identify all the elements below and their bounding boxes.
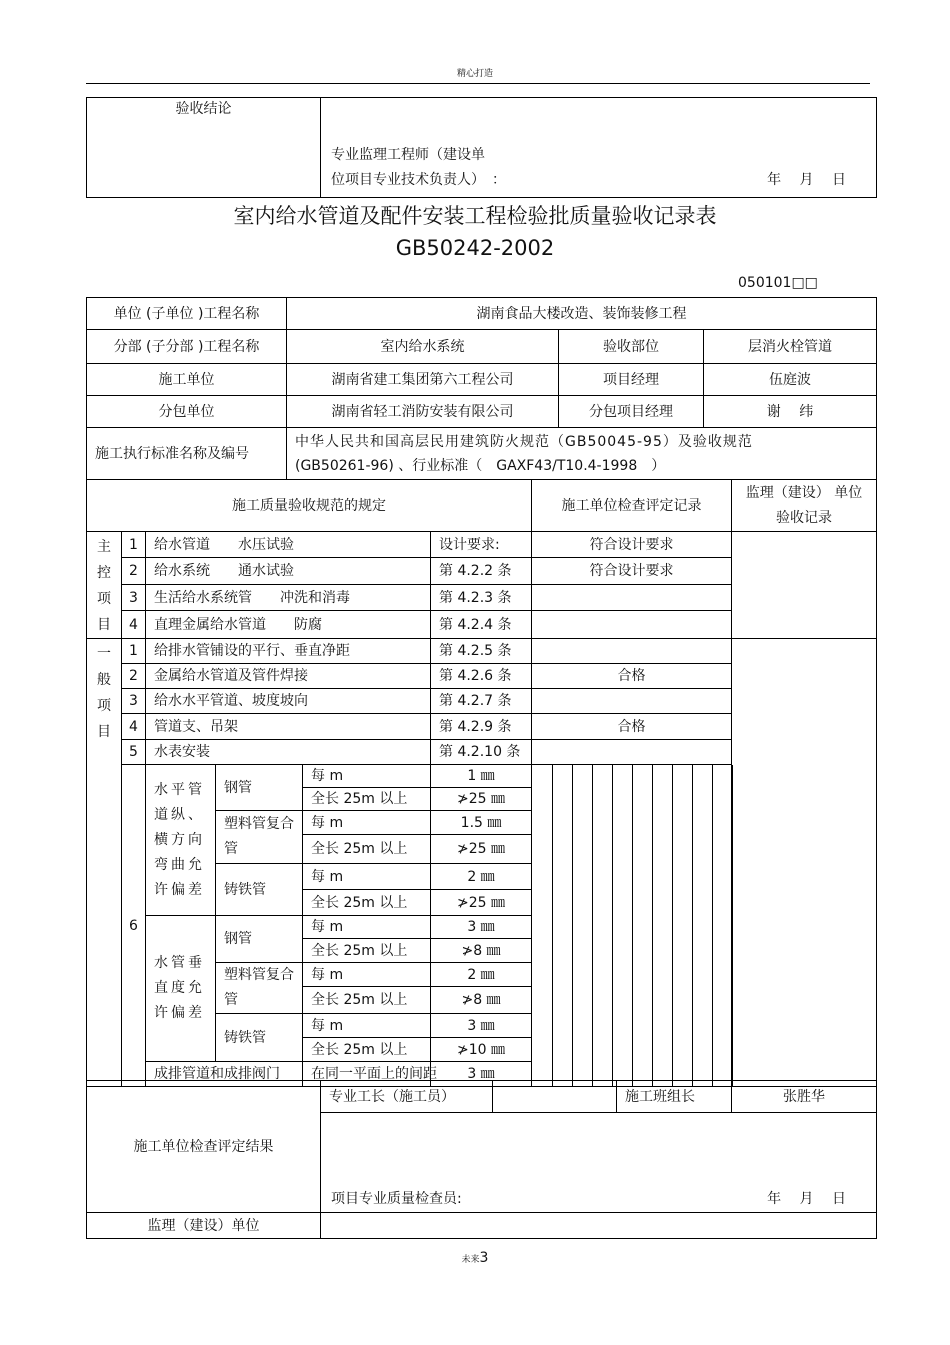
builder-value: 湖南省建工集团第六工程公司	[287, 364, 559, 396]
item-rec	[532, 639, 732, 664]
header-rule	[86, 83, 870, 84]
cond-per-m: 每 m	[303, 1014, 431, 1038]
main-label-char: 控	[97, 565, 111, 581]
unit-label: 单位 (子单位 )工程名称	[87, 298, 287, 330]
tolerance-value: 3 ㎜	[431, 916, 532, 939]
sub-label: 分部 (子分部 )工程名称	[87, 330, 287, 364]
cond-full: 全长 25m 以上	[303, 1038, 431, 1062]
pipe-type-steel: 钢管	[216, 765, 303, 811]
pipe-type-steel: 钢管	[216, 916, 303, 963]
item-no: 4	[122, 714, 146, 740]
subcon-value: 湖南省轻工消防安装有限公司	[287, 396, 559, 428]
item6-groupA: 水平管道纵、横方向弯曲允许偏差	[146, 765, 216, 916]
general-label	[87, 639, 122, 1087]
item-rec	[532, 689, 732, 714]
item-no: 3	[122, 689, 146, 714]
supervise-label: 监理（建设）单位	[87, 1213, 321, 1239]
std-label: 施工执行标准名称及编号	[87, 428, 287, 480]
item-req: 设计要求:	[431, 532, 532, 558]
page-title: 室内给水管道及配件安装工程检验批质量验收记录表	[233, 204, 717, 228]
table-row	[87, 639, 877, 664]
main-supervise-cell	[732, 532, 877, 639]
item-rec: 符合设计要求	[532, 558, 732, 584]
item-req: 第 4.2.5 条	[431, 639, 532, 664]
tolerance-value: 2 ㎜	[431, 963, 532, 987]
inspection-table	[86, 479, 877, 1087]
cond-full: 全长 25m 以上	[303, 987, 431, 1014]
item-name: 给排水管铺设的平行、垂直净距	[146, 639, 431, 664]
tolerance-value: 1.5 ㎜	[431, 811, 532, 835]
cond-full: 全长 25m 以上	[303, 939, 431, 963]
subpm-value: 谢 纬	[704, 396, 877, 428]
last-item-cond: 在同一平面上的间距	[303, 1062, 431, 1087]
item-no: 3	[122, 584, 146, 610]
page-footer	[0, 1250, 950, 1266]
main-label-char: 项	[97, 591, 111, 607]
page-header: 精心打造	[456, 69, 493, 79]
item-rec	[532, 740, 732, 765]
tolerance-value: 1 ㎜	[431, 765, 532, 788]
std-value	[287, 428, 877, 480]
engineer-line1: 专业监理工程师（建设单	[331, 147, 485, 163]
subcon-label: 分包单位	[87, 396, 287, 428]
head-supervise-line2: 验收记录	[776, 509, 833, 526]
general-label-char: 般	[97, 672, 111, 688]
item-req: 第 4.2.9 条	[431, 714, 532, 740]
info-table	[86, 297, 877, 480]
item-req: 第 4.2.4 条	[431, 611, 532, 639]
sub-value: 室内给水系统	[287, 330, 559, 364]
cond-per-m: 每 m	[303, 811, 431, 835]
item-name: 给水水平管道、坡度坡向	[146, 689, 431, 714]
tolerance-value: 2 ㎜	[431, 864, 532, 890]
item-req: 第 4.2.10 条	[431, 740, 532, 765]
item-rec	[532, 584, 732, 610]
inspector-date: 年 月 日	[767, 1191, 846, 1207]
measure-grid	[532, 765, 732, 1087]
item-req: 第 4.2.3 条	[431, 584, 532, 610]
pipe-type-plastic: 塑料管复合管	[216, 963, 303, 1014]
item-rec	[532, 611, 732, 639]
foreman-label: 专业工长（施工员）	[321, 1081, 493, 1113]
std-value-line2: (GB50261-96) 、行业标准（ GAXF43/T10.4-1998 ）	[295, 457, 666, 474]
form-code: 050101□□	[738, 275, 818, 291]
item-rec: 符合设计要求	[532, 532, 732, 558]
cond-full: 全长 25m 以上	[303, 788, 431, 811]
unit-value: 湖南食品大楼改造、装饰装修工程	[287, 298, 877, 330]
subpm-label: 分包项目经理	[559, 396, 704, 428]
inspector-cell	[321, 1113, 877, 1213]
head-supervise-line1: 监理（建设） 单位	[745, 484, 863, 501]
general-label-char: 项	[97, 698, 111, 714]
footer-prefix: 未来	[461, 1255, 480, 1265]
pipe-type-castiron: 铸铁管	[216, 1014, 303, 1062]
tolerance-value: ≯10 ㎜	[431, 1038, 532, 1062]
part-value: 层消火栓管道	[704, 330, 877, 364]
foreman-value	[493, 1081, 617, 1113]
cond-per-m: 每 m	[303, 963, 431, 987]
last-item-value: 3 ㎜	[431, 1062, 532, 1087]
engineer-cell	[321, 98, 877, 198]
leader-label: 施工班组长	[617, 1081, 732, 1113]
tolerance-value: ≯25 ㎜	[431, 890, 532, 916]
general-label-char: 目	[97, 724, 111, 740]
conclusion-label: 验收结论	[87, 98, 321, 198]
head-supervise	[732, 480, 877, 532]
supervise-value	[321, 1213, 877, 1239]
main-label-char: 主	[97, 539, 111, 555]
leader-name: 张胜华	[732, 1081, 877, 1113]
table-row	[87, 532, 877, 558]
item-req: 第 4.2.7 条	[431, 689, 532, 714]
conclusion-box	[86, 97, 877, 198]
item-name: 管道支、吊架	[146, 714, 431, 740]
head-check: 施工单位检查评定记录	[532, 480, 732, 532]
cond-per-m: 每 m	[303, 765, 431, 788]
item6-groupB: 水管垂直度允许偏差	[146, 916, 216, 1062]
engineer-line2: 位项目专业技术负责人） ：	[331, 172, 506, 188]
item-no: 1	[122, 532, 146, 558]
item-req: 第 4.2.6 条	[431, 664, 532, 689]
item-name: 金属给水管道及管件焊接	[146, 664, 431, 689]
cond-full: 全长 25m 以上	[303, 890, 431, 916]
item-name: 给水系统 通水试验	[146, 558, 431, 584]
item-no: 2	[122, 558, 146, 584]
bottom-table	[86, 1080, 877, 1239]
tolerance-value: ≯25 ㎜	[431, 835, 532, 864]
standard-code: GB50242-2002	[395, 236, 555, 260]
general-supervise-cell	[732, 639, 877, 1087]
result-label: 施工单位检查评定结果	[87, 1081, 321, 1213]
conclusion-date: 年 月 日	[767, 172, 846, 188]
pipe-type-plastic: 塑料管复合管	[216, 811, 303, 864]
cond-per-m: 每 m	[303, 864, 431, 890]
tolerance-value: ≯8 ㎜	[431, 939, 532, 963]
item-name: 生活给水系统管 冲洗和消毒	[146, 584, 431, 610]
pm-value: 伍庭波	[704, 364, 877, 396]
last-item-name: 成排管道和成排阀门	[146, 1062, 303, 1087]
main-label-char: 目	[97, 617, 111, 633]
page-number: 3	[479, 1250, 489, 1266]
pipe-type-castiron: 铸铁管	[216, 864, 303, 916]
item-no: 2	[122, 664, 146, 689]
tolerance-value: ≯8 ㎜	[431, 987, 532, 1014]
item-name: 直理金属给水管道 防腐	[146, 611, 431, 639]
head-spec: 施工质量验收规范的规定	[87, 480, 532, 532]
item-req: 第 4.2.2 条	[431, 558, 532, 584]
item-rec: 合格	[532, 714, 732, 740]
item6-no: 6	[122, 765, 146, 1087]
inspector-label: 项目专业质量检查员:	[331, 1191, 462, 1207]
part-label: 验收部位	[559, 330, 704, 364]
item-rec: 合格	[532, 664, 732, 689]
std-value-line1: 中华人民共和国高层民用建筑防火规范（GB50045-95）及验收规范	[295, 433, 753, 450]
main-control-label	[87, 532, 122, 639]
general-label-char: 一	[97, 646, 111, 662]
tolerance-value: ≯25 ㎜	[431, 788, 532, 811]
item-no: 5	[122, 740, 146, 765]
cond-per-m: 每 m	[303, 916, 431, 939]
item-no: 1	[122, 639, 146, 664]
item-no: 4	[122, 611, 146, 639]
item-name: 水表安装	[146, 740, 431, 765]
cond-full: 全长 25m 以上	[303, 835, 431, 864]
pm-label: 项目经理	[559, 364, 704, 396]
tolerance-value: 3 ㎜	[431, 1014, 532, 1038]
builder-label: 施工单位	[87, 364, 287, 396]
item-name: 给水管道 水压试验	[146, 532, 431, 558]
